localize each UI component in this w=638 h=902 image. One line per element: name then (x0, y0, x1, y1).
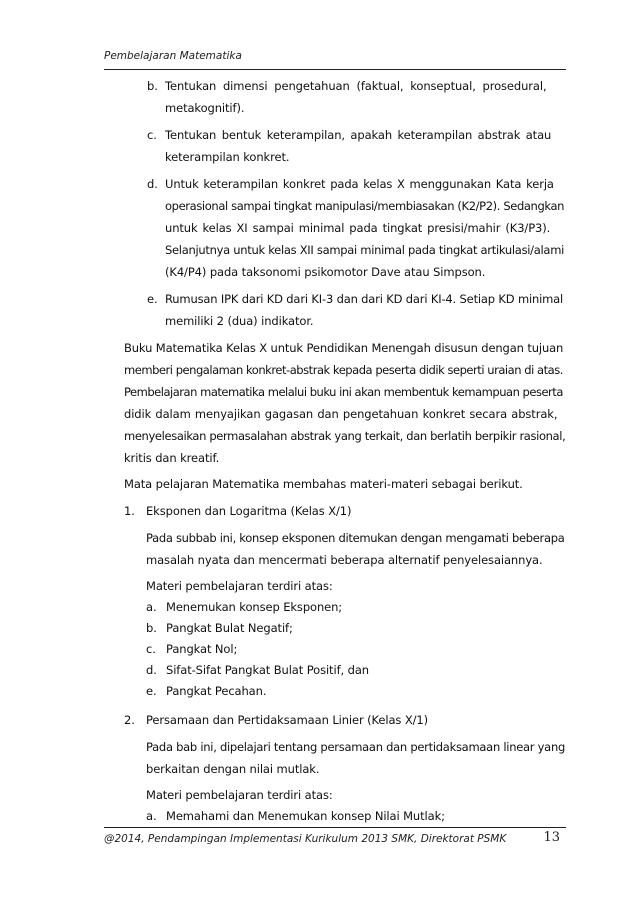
section-title: Persamaan dan Pertidaksamaan Linier (Kelas X/1) (146, 713, 429, 727)
materi-label: Materi pembelajaran terdiri atas: (146, 788, 333, 802)
paragraph-line: Mata pelajaran Matematika membahas materi-materi sebagai berikut. (124, 477, 523, 491)
footer-rule (104, 827, 566, 828)
paragraph-line: menyelesaikan permasalahan abstrak yang terkait, dan berlatih berpikir rasional, (124, 429, 566, 443)
section-desc-line: berkaitan dengan nilai mutlak. (146, 762, 320, 776)
running-footer: @2014, Pendampingan Implementasi Kurikulum 2013 SMK, Direktorat PSMK (104, 833, 507, 845)
list-item-d-line: Selanjutnya untuk kelas XII sampai minimal pada tingkat artikulasi/alami (165, 243, 565, 257)
paragraph-line: kritis dan kreatif. (124, 451, 220, 465)
section-number: 1. (124, 504, 135, 518)
materi-label: Materi pembelajaran terdiri atas: (146, 579, 333, 593)
paragraph-line: memberi pengalaman konkret-abstrak kepada peserta didik seperti uraian di atas. (124, 363, 563, 377)
list-item-c-line: keterampilan konkret. (165, 150, 290, 164)
list-item: Menemukan konsep Eksponen; (166, 600, 343, 614)
header-rule (104, 69, 566, 70)
list-item-b-line: metakognitif). (165, 101, 245, 115)
list-item-d-line: (K4/P4) pada taksonomi psikomotor Dave atau Simpson. (165, 265, 486, 279)
list-item: Memahami dan Menemukan konsep Nilai Mutlak; (166, 809, 445, 823)
list-item: Sifat-Sifat Pangkat Bulat Positif, dan (166, 663, 369, 677)
list-item: Pangkat Pecahan. (166, 684, 267, 698)
list-item-b-line: Tentukan dimensi pengetahuan (faktual, konseptual, prosedural, (165, 79, 547, 93)
list-item-d-line: untuk kelas XI sampai minimal pada tingkat presisi/mahir (K3/P3). (165, 221, 551, 235)
section-desc-line: Pada subbab ini, konsep eksponen ditemukan dengan mengamati beberapa (146, 531, 565, 545)
list-marker: d. (147, 177, 158, 191)
list-item: Pangkat Bulat Negatif; (166, 621, 293, 635)
list-marker: a. (146, 600, 157, 614)
list-marker: c. (146, 642, 156, 656)
list-item: Pangkat Nol; (166, 642, 238, 656)
paragraph-line: Buku Matematika Kelas X untuk Pendidikan Menengah disusun dengan tujuan (124, 341, 564, 355)
section-number: 2. (124, 713, 135, 727)
page-number: 13 (543, 830, 560, 845)
running-header: Pembelajaran Matematika (104, 50, 242, 62)
list-item-e-line: Rumusan IPK dari KD dari KI-3 dan dari KD dari KI-4. Setiap KD minimal (165, 292, 564, 306)
list-item-e-line: memiliki 2 (dua) indikator. (165, 314, 314, 328)
list-marker: b. (146, 621, 157, 635)
list-marker: a. (146, 809, 157, 823)
paragraph-line: didik dalam menyajikan gagasan dan pengetahuan konkret secara abstrak, (124, 407, 558, 421)
section-desc-line: Pada bab ini, dipelajari tentang persamaan dan pertidaksamaan linear yang (146, 740, 565, 754)
list-marker: e. (146, 684, 157, 698)
paragraph-line: Pembelajaran matematika melalui buku ini akan membentuk kemampuan peserta (124, 385, 563, 399)
section-desc-line: masalah nyata dan mencermati beberapa alternatif penyelesaiannya. (146, 553, 543, 567)
list-item-d-line: operasional sampai tingkat manipulasi/membiasakan (K2/P2). Sedangkan (165, 199, 565, 213)
section-title: Eksponen dan Logaritma (Kelas X/1) (146, 504, 352, 518)
list-item-c-line: Tentukan bentuk keterampilan, apakah keterampilan abstrak atau (165, 128, 552, 142)
list-marker: b. (147, 79, 158, 93)
list-marker: d. (146, 663, 157, 677)
list-item-d-line: Untuk keterampilan konkret pada kelas X menggunakan Kata kerja (165, 177, 554, 191)
list-marker: e. (147, 292, 158, 306)
list-marker: c. (147, 128, 157, 142)
